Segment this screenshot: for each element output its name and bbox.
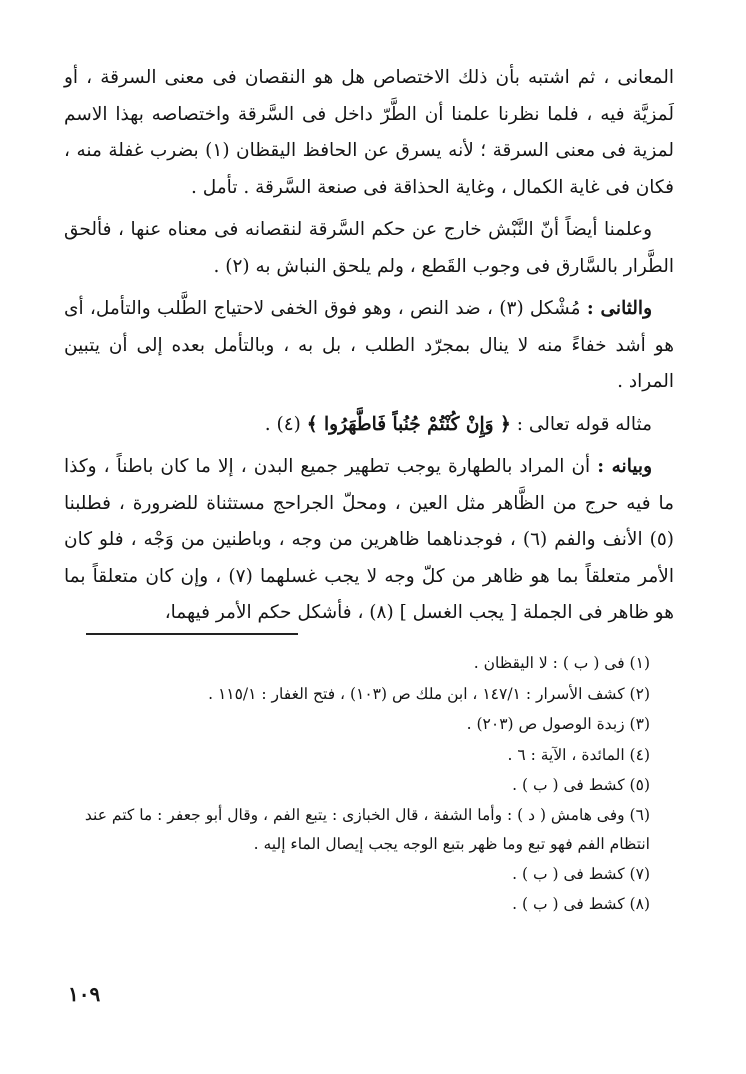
paragraph-2 bbox=[64, 212, 674, 285]
main-text bbox=[64, 60, 674, 638]
paragraph-5-text: أن المراد بالطهارة يوجب تطهير جميع البدن ، إلا ما كان باطناً ، وكذا ما فيه حرج من الظَّاهر مثل العين ، ومحلّ الجراحج مستثناة للضرورة ، فطلبنا (٥) الأنف والفم (٦) ، فوجدناهما ظاهرين من وجه ، وباطنين من وَجْه ، فلو كان الأمر متعلقاً بما هو ظاهر من كلّ وجه لا يجب غسلهما (٧) ، وإن كان متعلقاً بما هو ظاهر فى الجملة [ يجب الغسل ] (٨) ، فأشكل حكم الأمر فيهما، bbox=[64, 456, 674, 623]
footnote-2: (٢) كشف الأسرار : ١٤٧/١ ، ابن ملك ص (١٠٣) ، فتح الغفار : ١١٥/١ . bbox=[208, 684, 650, 703]
footnote-7: (٧) كشط فى ( ب ) . bbox=[512, 864, 650, 883]
paragraph-1 bbox=[64, 60, 674, 206]
paragraph-5-heading: وبيانه : bbox=[597, 456, 653, 477]
page-number: ١٠٩ bbox=[68, 982, 101, 1006]
paragraph-5 bbox=[64, 449, 674, 632]
paragraph-3-heading: والثانى : bbox=[586, 298, 653, 319]
footnote-3: (٣) زبدة الوصول ص (٢٠٣) . bbox=[466, 715, 650, 733]
paragraph-1-text: المعانى ، ثم اشتبه بأن ذلك الاختصاص هل هو النقصان فى معنى السرقة ، أو لَمزيَّة فيه ، فلما نظرنا علمنا أن الطَّرّ داخل فى السَّرقة واختصاصه بهذا الاسم لمزية فى معنى السرقة ؛ لأنه يسرق عن الحافظ اليقظان (١) بضرب غفلة منه ، فكان فى غاية الكمال ، وغاية الحذاقة فى صنعة السَّرقة . تأمل . bbox=[64, 67, 674, 198]
paragraph-4-intro: مثاله قوله تعالى : bbox=[510, 413, 652, 435]
footnote-8: (٨) كشط فى ( ب ) . bbox=[512, 895, 650, 913]
paragraph-3-text: مُشْكل (٣) ، ضد النص ، وهو فوق الخفى لاحتياج الطَّلب والتأمل، أى هو أشد خفاءً منه لا ينال بمجرّد الطلب ، بل به ، وبالتأمل بعده إلى أن يتبين المراد . bbox=[64, 298, 674, 392]
footnotes bbox=[64, 648, 674, 920]
footnote-6: (٦) وفى هامش ( د ) : وأما الشفة ، قال الخبازى : يتبع الفم ، وقال أبو جعفر : ما كتم عند انتظام الفم فهو تبع وما ظهر بتبع الوجه يجب إيصال الماء إليه . bbox=[84, 805, 650, 853]
paragraph-3 bbox=[64, 291, 674, 401]
footnote-4: (٤) المائدة ، الآية : ٦ . bbox=[507, 745, 650, 764]
quran-verse: ﴿ وَإِنْ كُنْتُمْ جُنُباً فَاطَّهَرُوا ﴾ bbox=[306, 413, 511, 435]
footnote-1: (١) فى ( ب ) : لا اليقظان . bbox=[473, 654, 650, 672]
paragraph-2-text: وعلمنا أيضاً أنّ النَّبْش خارج عن حكم السَّرقة لنقصانه فى معناه عنها ، فألحق الطَّرار بالسَّارق فى وجوب القَطع ، ولم يلحق النباش به (٢) . bbox=[64, 219, 674, 277]
footnote-5: (٥) كشط فى ( ب ) . bbox=[512, 776, 650, 794]
footnote-divider bbox=[86, 633, 298, 635]
paragraph-4 bbox=[64, 407, 674, 444]
paragraph-4-ref: (٤) . bbox=[264, 413, 307, 435]
